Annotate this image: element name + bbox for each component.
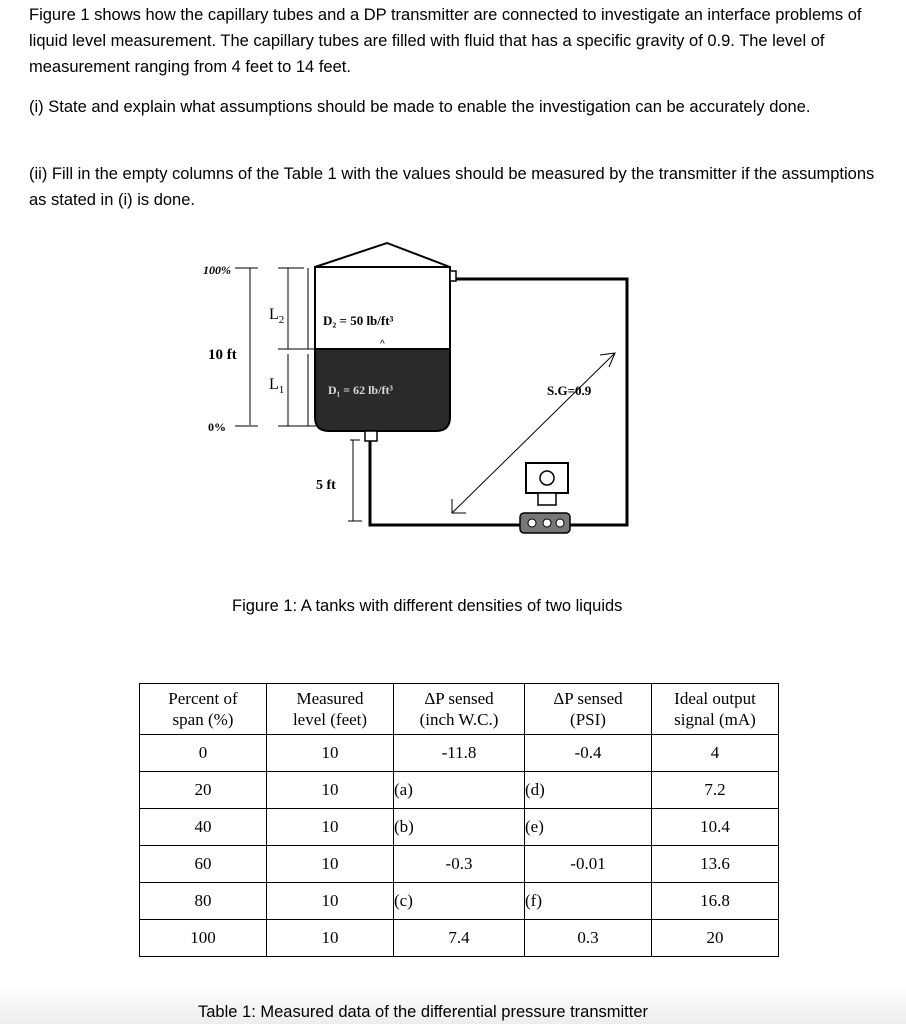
cell-level: 10 [267, 735, 394, 772]
cell-blank-d: (d) [525, 772, 652, 809]
tank-upper-liquid [315, 267, 450, 349]
cell-level: 10 [267, 920, 394, 957]
figure-caption: Figure 1: A tanks with different densities of two liquids [232, 597, 623, 615]
col-header-level: Measured level (feet) [267, 684, 394, 735]
table-header-row [140, 684, 779, 735]
cell-level: 10 [267, 883, 394, 920]
cell-percent: 100 [140, 920, 267, 957]
cell-percent: 80 [140, 883, 267, 920]
table-row [140, 883, 779, 920]
label-100-percent: 100% [203, 263, 231, 277]
table-row [140, 846, 779, 883]
cell-dp-psi: -0.01 [525, 846, 652, 883]
cell-percent: 60 [140, 846, 267, 883]
table-row [140, 772, 779, 809]
cell-percent: 0 [140, 735, 267, 772]
cell-output: 13.6 [652, 846, 779, 883]
question-part-ii: (ii) Fill in the empty columns of the Table 1 with the values should be measured by the transmitter if the assumptions as stated in (i) is done. [29, 165, 875, 209]
dp-transmitter [520, 463, 570, 533]
cell-output: 4 [652, 735, 779, 772]
cell-dp-psi: 0.3 [525, 920, 652, 957]
table-caption: Table 1: Measured data of the differential pressure transmitter [198, 1003, 649, 1021]
table-row [140, 920, 779, 957]
question-part-i: (i) State and explain what assumptions should be made to enable the investigation can be accurately done. [29, 98, 811, 116]
cell-percent: 40 [140, 809, 267, 846]
svg-text:^: ^ [380, 339, 385, 350]
cell-level: 10 [267, 809, 394, 846]
label-d2-density: D₂ = 50 lb/ft³ [323, 313, 394, 328]
lower-capillary-tube [370, 441, 520, 525]
cell-dp-inch: -0.3 [394, 846, 525, 883]
cell-dp-inch: 7.4 [394, 920, 525, 957]
table-row [140, 735, 779, 772]
cell-dp-psi: -0.4 [525, 735, 652, 772]
tank-diagram [190, 235, 650, 535]
table-row [140, 809, 779, 846]
col-header-dp-inch: ΔP sensed (inch W.C.) [394, 684, 525, 735]
cell-output: 20 [652, 920, 779, 957]
cell-blank-c: (c) [394, 883, 525, 920]
label-0-percent: 0% [208, 420, 226, 434]
label-L2: $L_2$ [269, 306, 285, 326]
cell-output: 7.2 [652, 772, 779, 809]
cell-output: 16.8 [652, 883, 779, 920]
cell-blank-a: (a) [394, 772, 525, 809]
label-d1-density: D₁ = 62 lb/ft³ [328, 383, 394, 397]
col-header-dp-psi: ΔP sensed (PSI) [525, 684, 652, 735]
label-10ft: 10 ft [208, 347, 237, 363]
cell-dp-inch: -11.8 [394, 735, 525, 772]
label-specific-gravity: S.G=0.9 [547, 383, 592, 398]
question-paragraph: Figure 1 shows how the capillary tubes and a DP transmitter are connected to investigate an interface problems of liquid level measurement. The capillary tubes are filled with fluid that has a specific gravity of 0.9. The level of measurement ranging from 4 feet to 14 feet. [29, 6, 862, 76]
cell-blank-f: (f) [525, 883, 652, 920]
cell-level: 10 [267, 772, 394, 809]
cell-blank-b: (b) [394, 809, 525, 846]
cell-level: 10 [267, 846, 394, 883]
cell-output: 10.4 [652, 809, 779, 846]
cell-blank-e: (e) [525, 809, 652, 846]
cell-percent: 20 [140, 772, 267, 809]
col-header-percent: Percent of span (%) [140, 684, 267, 735]
label-5ft: 5 ft [316, 478, 336, 493]
label-L1: $L_1$ [269, 376, 285, 396]
col-header-output: Ideal output signal (mA) [652, 684, 779, 735]
data-table [139, 683, 779, 957]
